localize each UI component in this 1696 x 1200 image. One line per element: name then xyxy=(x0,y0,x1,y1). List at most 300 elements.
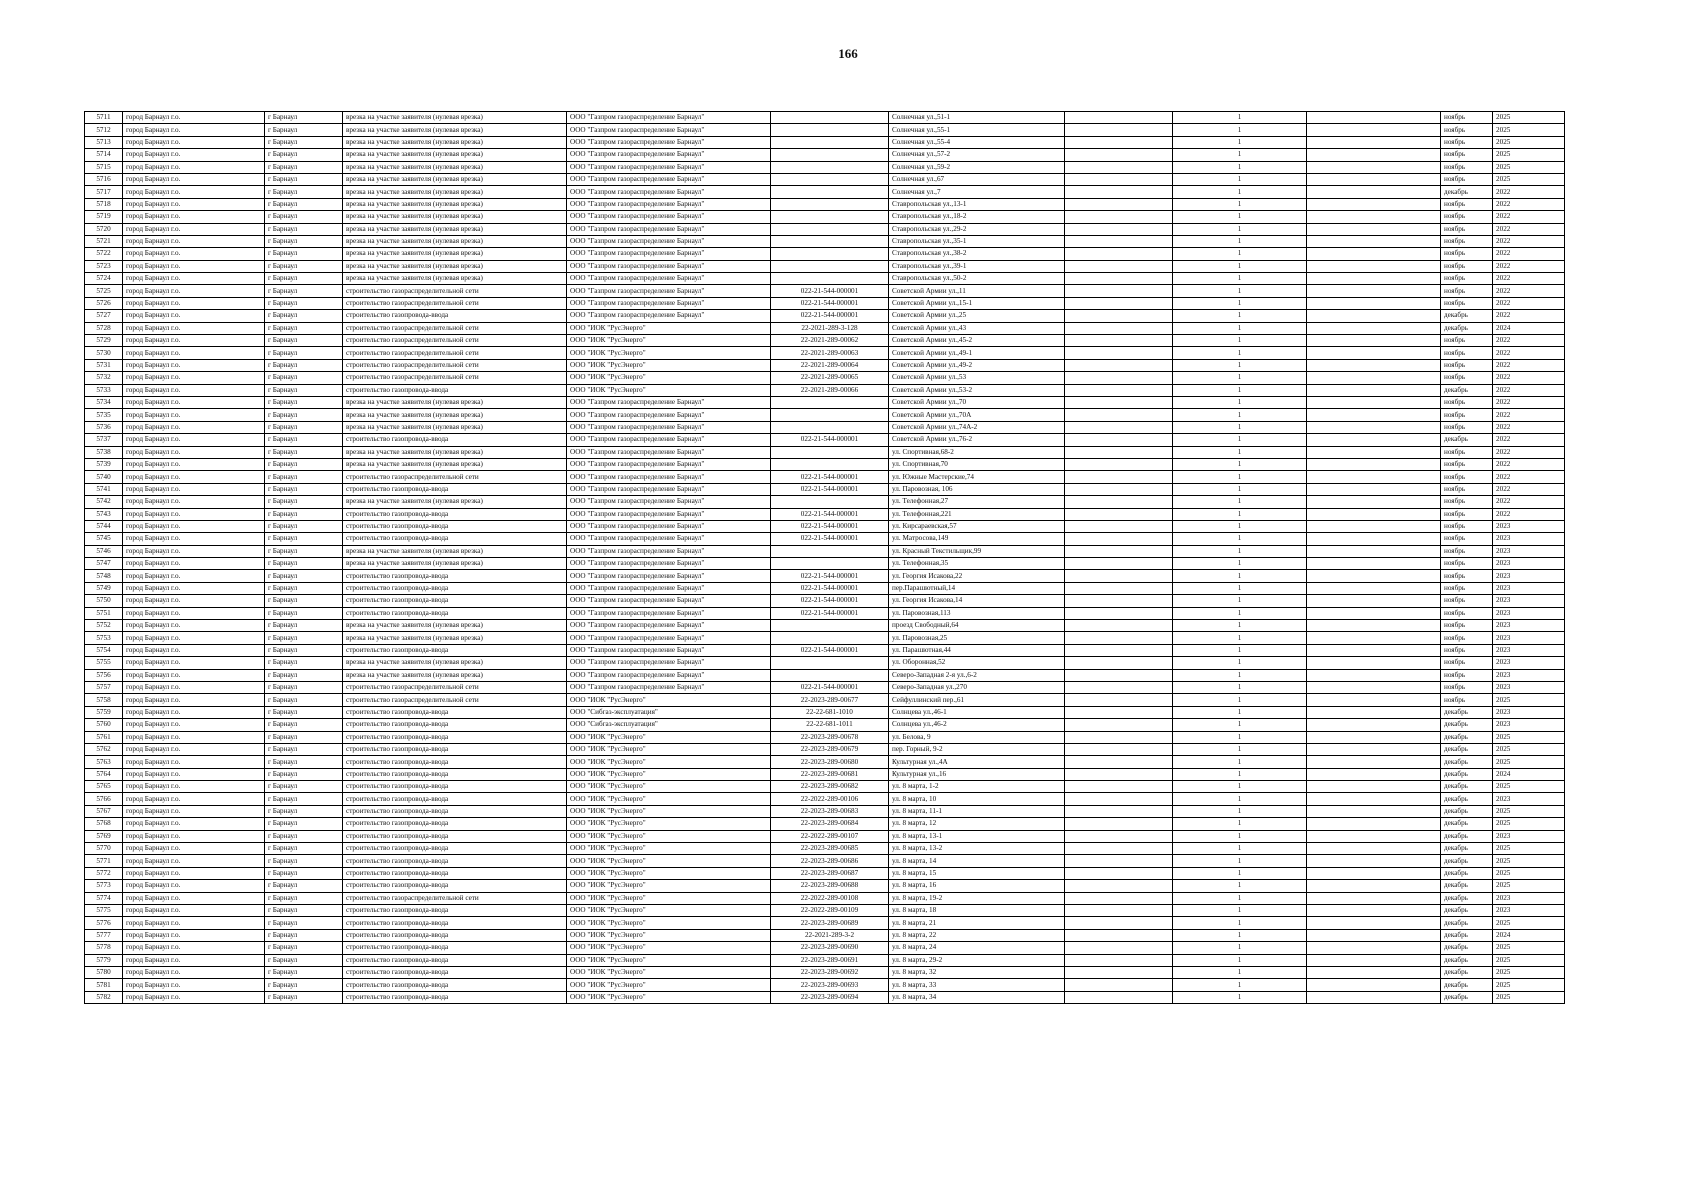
cell-empty-col-a xyxy=(1065,781,1173,793)
table-row xyxy=(85,409,1565,421)
cell-empty-col-a xyxy=(1065,768,1173,780)
table-row xyxy=(85,260,1565,272)
cell-year: 2025 xyxy=(1493,173,1565,185)
cell-address: ул. 8 марта, 15 xyxy=(889,867,1065,879)
table-row xyxy=(85,805,1565,817)
cell-municipality: город Барнаул г.о. xyxy=(123,235,265,247)
gasification-register-table xyxy=(84,111,1565,1004)
cell-row-number: 5718 xyxy=(85,198,123,210)
cell-month: ноябрь xyxy=(1441,657,1493,669)
cell-municipality: город Барнаул г.о. xyxy=(123,905,265,917)
cell-row-number: 5769 xyxy=(85,830,123,842)
cell-empty-col-c xyxy=(1307,620,1441,632)
cell-month: ноябрь xyxy=(1441,136,1493,148)
cell-municipality: город Барнаул г.о. xyxy=(123,545,265,557)
cell-settlement: г Барнаул xyxy=(265,186,343,198)
table-row xyxy=(85,694,1565,706)
cell-month: декабрь xyxy=(1441,756,1493,768)
cell-contract-number xyxy=(771,248,889,260)
cell-year: 2022 xyxy=(1493,446,1565,458)
cell-address: ул. 8 марта, 24 xyxy=(889,942,1065,954)
cell-empty-col-c xyxy=(1307,929,1441,941)
cell-work-type: врезка на участке заявителя (нулевая врезка) xyxy=(343,409,567,421)
cell-empty-col-a xyxy=(1065,198,1173,210)
cell-address: пер. Горный, 9-2 xyxy=(889,743,1065,755)
cell-empty-col-a xyxy=(1065,173,1173,185)
cell-address: ул. 8 марта, 18 xyxy=(889,905,1065,917)
cell-settlement: г Барнаул xyxy=(265,124,343,136)
cell-municipality: город Барнаул г.о. xyxy=(123,719,265,731)
cell-contract-number: 22-2023-289-00694 xyxy=(771,991,889,1003)
cell-empty-col-c xyxy=(1307,818,1441,830)
cell-organization: ООО "Газпром газораспределение Барнаул" xyxy=(567,223,771,235)
cell-quantity: 1 xyxy=(1173,545,1307,557)
cell-municipality: город Барнаул г.о. xyxy=(123,520,265,532)
cell-empty-col-a xyxy=(1065,855,1173,867)
cell-quantity: 1 xyxy=(1173,793,1307,805)
table-row xyxy=(85,273,1565,285)
cell-settlement: г Барнаул xyxy=(265,273,343,285)
table-row xyxy=(85,731,1565,743)
cell-contract-number: 22-2023-289-00693 xyxy=(771,979,889,991)
cell-contract-number: 22-2023-289-00684 xyxy=(771,818,889,830)
cell-settlement: г Барнаул xyxy=(265,570,343,582)
cell-year: 2025 xyxy=(1493,136,1565,148)
cell-row-number: 5770 xyxy=(85,843,123,855)
cell-quantity: 1 xyxy=(1173,719,1307,731)
cell-year: 2025 xyxy=(1493,743,1565,755)
cell-empty-col-a xyxy=(1065,607,1173,619)
cell-settlement: г Барнаул xyxy=(265,310,343,322)
cell-work-type: строительство газопровода-ввода xyxy=(343,508,567,520)
cell-work-type: врезка на участке заявителя (нулевая врезка) xyxy=(343,211,567,223)
table-row xyxy=(85,310,1565,322)
cell-settlement: г Барнаул xyxy=(265,818,343,830)
cell-year: 2022 xyxy=(1493,235,1565,247)
cell-row-number: 5775 xyxy=(85,905,123,917)
cell-municipality: город Барнаул г.о. xyxy=(123,620,265,632)
cell-quantity: 1 xyxy=(1173,409,1307,421)
cell-quantity: 1 xyxy=(1173,533,1307,545)
cell-organization: ООО "Газпром газораспределение Барнаул" xyxy=(567,558,771,570)
cell-work-type: строительство газопровода-ввода xyxy=(343,880,567,892)
cell-quantity: 1 xyxy=(1173,322,1307,334)
cell-row-number: 5741 xyxy=(85,483,123,495)
table-row xyxy=(85,198,1565,210)
cell-contract-number xyxy=(771,632,889,644)
cell-month: декабрь xyxy=(1441,805,1493,817)
cell-settlement: г Барнаул xyxy=(265,966,343,978)
cell-address: Ставропольская ул.,29-2 xyxy=(889,223,1065,235)
cell-quantity: 1 xyxy=(1173,582,1307,594)
table-row xyxy=(85,297,1565,309)
cell-year: 2025 xyxy=(1493,731,1565,743)
cell-settlement: г Барнаул xyxy=(265,520,343,532)
cell-organization: ООО "ИОК "РусЭнерго" xyxy=(567,843,771,855)
cell-contract-number: 22-2022-289-00106 xyxy=(771,793,889,805)
cell-organization: ООО "Газпром газораспределение Барнаул" xyxy=(567,483,771,495)
cell-empty-col-a xyxy=(1065,681,1173,693)
cell-municipality: город Барнаул г.о. xyxy=(123,607,265,619)
cell-empty-col-c xyxy=(1307,545,1441,557)
cell-empty-col-a xyxy=(1065,582,1173,594)
cell-empty-col-a xyxy=(1065,706,1173,718)
cell-organization: ООО "Газпром газораспределение Барнаул" xyxy=(567,310,771,322)
cell-quantity: 1 xyxy=(1173,186,1307,198)
cell-row-number: 5723 xyxy=(85,260,123,272)
cell-contract-number: 022-21-544-000001 xyxy=(771,310,889,322)
table-row xyxy=(85,335,1565,347)
cell-municipality: город Барнаул г.о. xyxy=(123,954,265,966)
table-row xyxy=(85,322,1565,334)
cell-organization: ООО "Газпром газораспределение Барнаул" xyxy=(567,595,771,607)
cell-address: ул. Георгия Исакова,22 xyxy=(889,570,1065,582)
cell-organization: ООО "ИОК "РусЭнерго" xyxy=(567,372,771,384)
cell-empty-col-c xyxy=(1307,112,1441,124)
cell-empty-col-a xyxy=(1065,818,1173,830)
cell-year: 2022 xyxy=(1493,211,1565,223)
cell-empty-col-c xyxy=(1307,731,1441,743)
cell-organization: ООО "Газпром газораспределение Барнаул" xyxy=(567,644,771,656)
cell-row-number: 5711 xyxy=(85,112,123,124)
table-row xyxy=(85,843,1565,855)
cell-municipality: город Барнаул г.о. xyxy=(123,632,265,644)
table-row xyxy=(85,421,1565,433)
cell-empty-col-c xyxy=(1307,223,1441,235)
cell-address: ул. Телефонная,221 xyxy=(889,508,1065,520)
cell-organization: ООО "Газпром газораспределение Барнаул" xyxy=(567,458,771,470)
cell-address: пер.Парашютный,14 xyxy=(889,582,1065,594)
cell-month: ноябрь xyxy=(1441,372,1493,384)
cell-work-type: строительство газопровода-ввода xyxy=(343,310,567,322)
cell-month: декабрь xyxy=(1441,186,1493,198)
cell-month: декабрь xyxy=(1441,855,1493,867)
cell-address: ул. 8 марта, 10 xyxy=(889,793,1065,805)
cell-row-number: 5720 xyxy=(85,223,123,235)
cell-settlement: г Барнаул xyxy=(265,434,343,446)
cell-organization: ООО "Газпром газораспределение Барнаул" xyxy=(567,149,771,161)
cell-organization: ООО "ИОК "РусЭнерго" xyxy=(567,942,771,954)
cell-municipality: город Барнаул г.о. xyxy=(123,818,265,830)
cell-empty-col-a xyxy=(1065,545,1173,557)
cell-municipality: город Барнаул г.о. xyxy=(123,768,265,780)
table-row xyxy=(85,533,1565,545)
cell-year: 2023 xyxy=(1493,545,1565,557)
cell-month: декабрь xyxy=(1441,954,1493,966)
cell-row-number: 5758 xyxy=(85,694,123,706)
cell-year: 2025 xyxy=(1493,694,1565,706)
cell-settlement: г Барнаул xyxy=(265,458,343,470)
cell-contract-number xyxy=(771,149,889,161)
cell-month: декабрь xyxy=(1441,979,1493,991)
cell-month: декабрь xyxy=(1441,434,1493,446)
cell-row-number: 5717 xyxy=(85,186,123,198)
cell-contract-number: 22-2023-289-00686 xyxy=(771,855,889,867)
cell-address: Советской Армии ул.,11 xyxy=(889,285,1065,297)
cell-empty-col-a xyxy=(1065,372,1173,384)
table-row xyxy=(85,657,1565,669)
cell-address: Солнечная ул.,55-4 xyxy=(889,136,1065,148)
cell-address: ул. 8 марта, 21 xyxy=(889,917,1065,929)
cell-month: ноябрь xyxy=(1441,508,1493,520)
cell-row-number: 5730 xyxy=(85,347,123,359)
cell-empty-col-a xyxy=(1065,793,1173,805)
cell-municipality: город Барнаул г.о. xyxy=(123,694,265,706)
cell-year: 2023 xyxy=(1493,905,1565,917)
cell-organization: ООО "Газпром газораспределение Барнаул" xyxy=(567,434,771,446)
cell-work-type: строительство газопровода-ввода xyxy=(343,434,567,446)
cell-year: 2022 xyxy=(1493,409,1565,421)
cell-year: 2022 xyxy=(1493,471,1565,483)
cell-municipality: город Барнаул г.о. xyxy=(123,756,265,768)
cell-month: ноябрь xyxy=(1441,632,1493,644)
table-row xyxy=(85,681,1565,693)
cell-address: ул. 8 марта, 14 xyxy=(889,855,1065,867)
cell-year: 2023 xyxy=(1493,570,1565,582)
cell-empty-col-a xyxy=(1065,595,1173,607)
cell-quantity: 1 xyxy=(1173,694,1307,706)
cell-empty-col-c xyxy=(1307,632,1441,644)
cell-organization: ООО "ИОК "РусЭнерго" xyxy=(567,929,771,941)
cell-organization: ООО "Газпром газораспределение Барнаул" xyxy=(567,657,771,669)
cell-work-type: строительство газопровода-ввода xyxy=(343,582,567,594)
cell-row-number: 5751 xyxy=(85,607,123,619)
cell-settlement: г Барнаул xyxy=(265,768,343,780)
cell-quantity: 1 xyxy=(1173,954,1307,966)
cell-work-type: врезка на участке заявителя (нулевая врезка) xyxy=(343,496,567,508)
cell-organization: ООО "ИОК "РусЭнерго" xyxy=(567,905,771,917)
cell-month: декабрь xyxy=(1441,719,1493,731)
cell-quantity: 1 xyxy=(1173,756,1307,768)
cell-work-type: строительство газораспределительной сети xyxy=(343,892,567,904)
cell-row-number: 5734 xyxy=(85,396,123,408)
cell-municipality: город Барнаул г.о. xyxy=(123,149,265,161)
cell-settlement: г Барнаул xyxy=(265,161,343,173)
cell-work-type: врезка на участке заявителя (нулевая врезка) xyxy=(343,248,567,260)
cell-month: декабрь xyxy=(1441,843,1493,855)
cell-empty-col-c xyxy=(1307,409,1441,421)
cell-municipality: город Барнаул г.о. xyxy=(123,830,265,842)
table-row xyxy=(85,173,1565,185)
cell-month: ноябрь xyxy=(1441,359,1493,371)
cell-empty-col-a xyxy=(1065,248,1173,260)
cell-address: Советской Армии ул.,49-2 xyxy=(889,359,1065,371)
table-row xyxy=(85,434,1565,446)
cell-municipality: город Барнаул г.о. xyxy=(123,223,265,235)
cell-work-type: строительство газопровода-ввода xyxy=(343,966,567,978)
cell-municipality: город Барнаул г.о. xyxy=(123,421,265,433)
cell-year: 2024 xyxy=(1493,768,1565,780)
cell-organization: ООО "Газпром газораспределение Барнаул" xyxy=(567,161,771,173)
cell-quantity: 1 xyxy=(1173,905,1307,917)
table-row xyxy=(85,285,1565,297)
cell-settlement: г Барнаул xyxy=(265,595,343,607)
cell-address: ул. Паровозная, 106 xyxy=(889,483,1065,495)
cell-contract-number xyxy=(771,396,889,408)
cell-year: 2025 xyxy=(1493,112,1565,124)
table-row xyxy=(85,520,1565,532)
cell-municipality: город Барнаул г.о. xyxy=(123,409,265,421)
cell-month: декабрь xyxy=(1441,905,1493,917)
cell-work-type: строительство газопровода-ввода xyxy=(343,595,567,607)
cell-municipality: город Барнаул г.о. xyxy=(123,248,265,260)
cell-settlement: г Барнаул xyxy=(265,582,343,594)
cell-contract-number: 022-21-544-000001 xyxy=(771,297,889,309)
cell-empty-col-a xyxy=(1065,396,1173,408)
table-row xyxy=(85,954,1565,966)
cell-row-number: 5737 xyxy=(85,434,123,446)
cell-row-number: 5722 xyxy=(85,248,123,260)
cell-work-type: врезка на участке заявителя (нулевая врезка) xyxy=(343,632,567,644)
cell-work-type: строительство газораспределительной сети xyxy=(343,694,567,706)
cell-empty-col-a xyxy=(1065,669,1173,681)
cell-month: ноябрь xyxy=(1441,446,1493,458)
cell-contract-number xyxy=(771,657,889,669)
cell-settlement: г Барнаул xyxy=(265,198,343,210)
cell-quantity: 1 xyxy=(1173,248,1307,260)
cell-settlement: г Барнаул xyxy=(265,880,343,892)
cell-address: ул. Парашютная,44 xyxy=(889,644,1065,656)
cell-empty-col-c xyxy=(1307,520,1441,532)
cell-municipality: город Барнаул г.о. xyxy=(123,273,265,285)
cell-settlement: г Барнаул xyxy=(265,657,343,669)
table-row xyxy=(85,830,1565,842)
cell-settlement: г Барнаул xyxy=(265,706,343,718)
cell-empty-col-a xyxy=(1065,446,1173,458)
cell-empty-col-a xyxy=(1065,558,1173,570)
cell-row-number: 5772 xyxy=(85,867,123,879)
cell-empty-col-a xyxy=(1065,421,1173,433)
cell-municipality: город Барнаул г.о. xyxy=(123,917,265,929)
cell-work-type: строительство газопровода-ввода xyxy=(343,917,567,929)
cell-year: 2025 xyxy=(1493,942,1565,954)
cell-contract-number: 22-2023-289-00691 xyxy=(771,954,889,966)
cell-row-number: 5713 xyxy=(85,136,123,148)
cell-month: ноябрь xyxy=(1441,644,1493,656)
cell-empty-col-a xyxy=(1065,632,1173,644)
cell-organization: ООО "Газпром газораспределение Барнаул" xyxy=(567,669,771,681)
cell-month: декабрь xyxy=(1441,706,1493,718)
cell-year: 2025 xyxy=(1493,880,1565,892)
cell-quantity: 1 xyxy=(1173,830,1307,842)
cell-contract-number: 022-21-544-000001 xyxy=(771,471,889,483)
cell-organization: ООО "Газпром газораспределение Барнаул" xyxy=(567,409,771,421)
cell-organization: ООО "ИОК "РусЭнерго" xyxy=(567,793,771,805)
cell-empty-col-c xyxy=(1307,533,1441,545)
cell-empty-col-c xyxy=(1307,260,1441,272)
table-row xyxy=(85,793,1565,805)
cell-address: Ставропольская ул.,50-2 xyxy=(889,273,1065,285)
cell-empty-col-a xyxy=(1065,483,1173,495)
cell-settlement: г Барнаул xyxy=(265,793,343,805)
cell-organization: ООО "ИОК "РусЭнерго" xyxy=(567,756,771,768)
cell-month: ноябрь xyxy=(1441,681,1493,693)
cell-row-number: 5759 xyxy=(85,706,123,718)
cell-empty-col-c xyxy=(1307,149,1441,161)
cell-work-type: врезка на участке заявителя (нулевая врезка) xyxy=(343,161,567,173)
cell-contract-number: 022-21-544-000001 xyxy=(771,434,889,446)
cell-organization: ООО "ИОК "РусЭнерго" xyxy=(567,991,771,1003)
cell-municipality: город Барнаул г.о. xyxy=(123,743,265,755)
table-body xyxy=(85,112,1565,1004)
cell-organization: ООО "ИОК "РусЭнерго" xyxy=(567,694,771,706)
cell-row-number: 5746 xyxy=(85,545,123,557)
cell-contract-number: 22-2021-289-00063 xyxy=(771,347,889,359)
table-row xyxy=(85,211,1565,223)
cell-empty-col-a xyxy=(1065,384,1173,396)
cell-contract-number: 22-2023-289-00683 xyxy=(771,805,889,817)
cell-contract-number xyxy=(771,173,889,185)
cell-municipality: город Барнаул г.о. xyxy=(123,124,265,136)
cell-quantity: 1 xyxy=(1173,396,1307,408)
cell-work-type: врезка на участке заявителя (нулевая врезка) xyxy=(343,223,567,235)
cell-contract-number: 22-2021-289-3-2 xyxy=(771,929,889,941)
cell-organization: ООО "Газпром газораспределение Барнаул" xyxy=(567,533,771,545)
cell-month: декабрь xyxy=(1441,793,1493,805)
cell-work-type: врезка на участке заявителя (нулевая врезка) xyxy=(343,446,567,458)
cell-organization: ООО "ИОК "РусЭнерго" xyxy=(567,731,771,743)
cell-address: ул. 8 марта, 29-2 xyxy=(889,954,1065,966)
cell-settlement: г Барнаул xyxy=(265,917,343,929)
table-row xyxy=(85,223,1565,235)
cell-organization: ООО "ИОК "РусЭнерго" xyxy=(567,359,771,371)
cell-contract-number: 22-2023-289-00677 xyxy=(771,694,889,706)
cell-work-type: строительство газораспределительной сети xyxy=(343,347,567,359)
table-row xyxy=(85,669,1565,681)
cell-organization: ООО "Газпром газораспределение Барнаул" xyxy=(567,421,771,433)
cell-municipality: город Барнаул г.о. xyxy=(123,533,265,545)
cell-empty-col-c xyxy=(1307,198,1441,210)
cell-address: ул. Телефонная,35 xyxy=(889,558,1065,570)
cell-month: ноябрь xyxy=(1441,173,1493,185)
cell-organization: ООО "Газпром газораспределение Барнаул" xyxy=(567,260,771,272)
cell-month: ноябрь xyxy=(1441,545,1493,557)
cell-address: ул. Георгия Исакова,14 xyxy=(889,595,1065,607)
cell-work-type: строительство газопровода-ввода xyxy=(343,991,567,1003)
cell-empty-col-c xyxy=(1307,681,1441,693)
cell-quantity: 1 xyxy=(1173,855,1307,867)
cell-settlement: г Барнаул xyxy=(265,892,343,904)
cell-contract-number: 022-21-544-000001 xyxy=(771,582,889,594)
cell-row-number: 5721 xyxy=(85,235,123,247)
table-row xyxy=(85,979,1565,991)
table-row xyxy=(85,991,1565,1003)
cell-empty-col-c xyxy=(1307,471,1441,483)
cell-contract-number xyxy=(771,669,889,681)
cell-year: 2022 xyxy=(1493,223,1565,235)
cell-municipality: город Барнаул г.о. xyxy=(123,867,265,879)
cell-row-number: 5779 xyxy=(85,954,123,966)
table-row xyxy=(85,112,1565,124)
cell-empty-col-c xyxy=(1307,892,1441,904)
cell-contract-number xyxy=(771,620,889,632)
cell-settlement: г Барнаул xyxy=(265,620,343,632)
cell-quantity: 1 xyxy=(1173,966,1307,978)
cell-address: Солнечная ул.,59-2 xyxy=(889,161,1065,173)
cell-settlement: г Барнаул xyxy=(265,173,343,185)
table-row xyxy=(85,855,1565,867)
cell-address: ул. Красный Текстильщик,99 xyxy=(889,545,1065,557)
cell-work-type: врезка на участке заявителя (нулевая врезка) xyxy=(343,136,567,148)
cell-quantity: 1 xyxy=(1173,235,1307,247)
cell-month: декабрь xyxy=(1441,892,1493,904)
cell-year: 2023 xyxy=(1493,595,1565,607)
cell-year: 2023 xyxy=(1493,657,1565,669)
cell-quantity: 1 xyxy=(1173,520,1307,532)
cell-settlement: г Барнаул xyxy=(265,991,343,1003)
cell-row-number: 5771 xyxy=(85,855,123,867)
cell-organization: ООО "Газпром газораспределение Барнаул" xyxy=(567,285,771,297)
